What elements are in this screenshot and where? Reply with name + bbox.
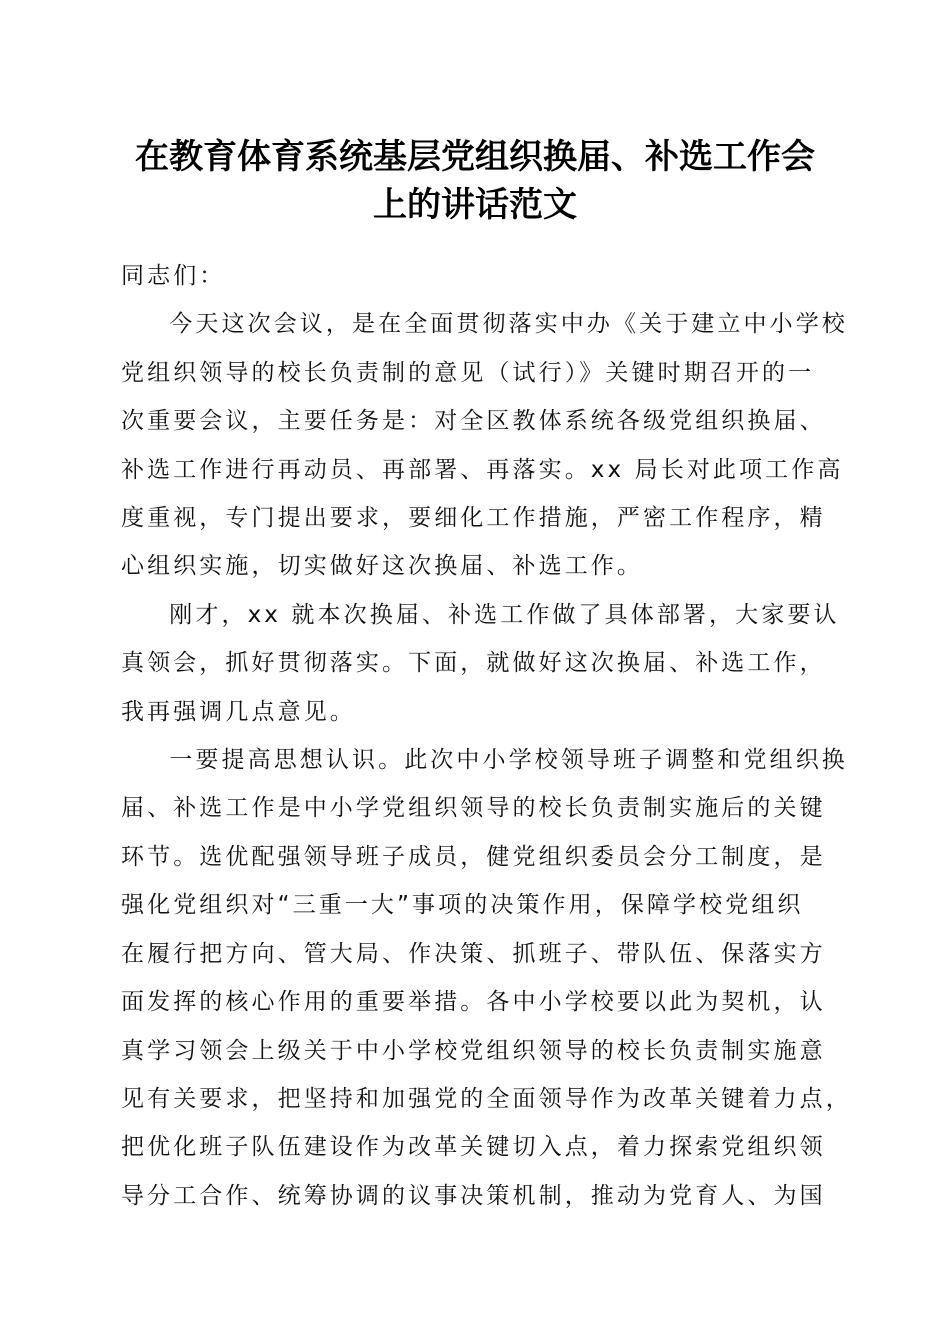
paragraph-line: 强化党组织对“三重一大”事项的决策作用，保障学校党组织 xyxy=(121,892,804,919)
paragraph-line: 导分工合作、统筹协调的议事决策机制，推动为党育人、为国 xyxy=(121,1182,826,1209)
paragraph-line: 度重视，专门提出要求，要细化工作措施，严密工作程序，精 xyxy=(121,505,826,532)
paragraph-3 xyxy=(121,736,852,1220)
paragraph-line: 一要提高思想认识。此次中小学校领导班子调整和党组织换 xyxy=(169,747,848,774)
paragraph-line: 补选工作进行再动员、再部署、再落实。xx 局长对此项工作高 xyxy=(121,456,844,483)
paragraph-line: 把优化班子队伍建设作为改革关键切入点，着力探索党组织领 xyxy=(121,1134,826,1161)
salutation-text: 同志们： xyxy=(121,263,226,289)
paragraph-line: 心组织实施，切实做好这次换届、补选工作。 xyxy=(121,553,643,580)
paragraph-line: 党组织领导的校长负责制的意见（试行）》关键时期召开的一 xyxy=(121,359,815,386)
paragraph-line: 我再强调几点意见。 xyxy=(121,698,356,725)
paragraph-line: 刚才，xx 就本次换届、补选工作做了具体部署，大家要认 xyxy=(169,601,840,628)
title-line-2: 上的讲话范文 xyxy=(373,185,577,225)
paragraph-line: 见有关要求，把坚持和加强党的全面领导作为改革关键着力点， xyxy=(121,1085,852,1112)
paragraph-line: 在履行把方向、管大局、作决策、抓班子、带队伍、保落实方 xyxy=(121,940,826,967)
paragraph-line: 今天这次会议，是在全面贯彻落实中办《关于建立中小学校 xyxy=(169,311,848,338)
document-body xyxy=(121,252,852,1220)
paragraph-line: 真学习领会上级关于中小学校党组织领导的校长负责制实施意 xyxy=(121,1037,826,1064)
title-line-1: 在教育体育系统基层党组织换届、补选工作会 xyxy=(135,137,815,177)
paragraph-line: 面发挥的核心作用的重要举措。各中小学校要以此为契机，认 xyxy=(121,989,826,1016)
paragraph-line: 届、补选工作是中小学党组织领导的校长负责制实施后的关键 xyxy=(121,795,826,822)
paragraph-1 xyxy=(121,300,848,590)
paragraph-line: 次重要会议，主要任务是：对全区教体系统各级党组织换届、 xyxy=(121,408,826,435)
paragraph-line: 真领会，抓好贯彻落实。下面，就做好这次换届、补选工作， xyxy=(121,650,826,677)
paragraph-2 xyxy=(121,591,840,736)
salutation xyxy=(121,252,833,300)
document-title xyxy=(100,133,850,229)
paragraph-line: 环节。选优配强领导班子成员，健党组织委员会分工制度，是 xyxy=(121,843,826,870)
